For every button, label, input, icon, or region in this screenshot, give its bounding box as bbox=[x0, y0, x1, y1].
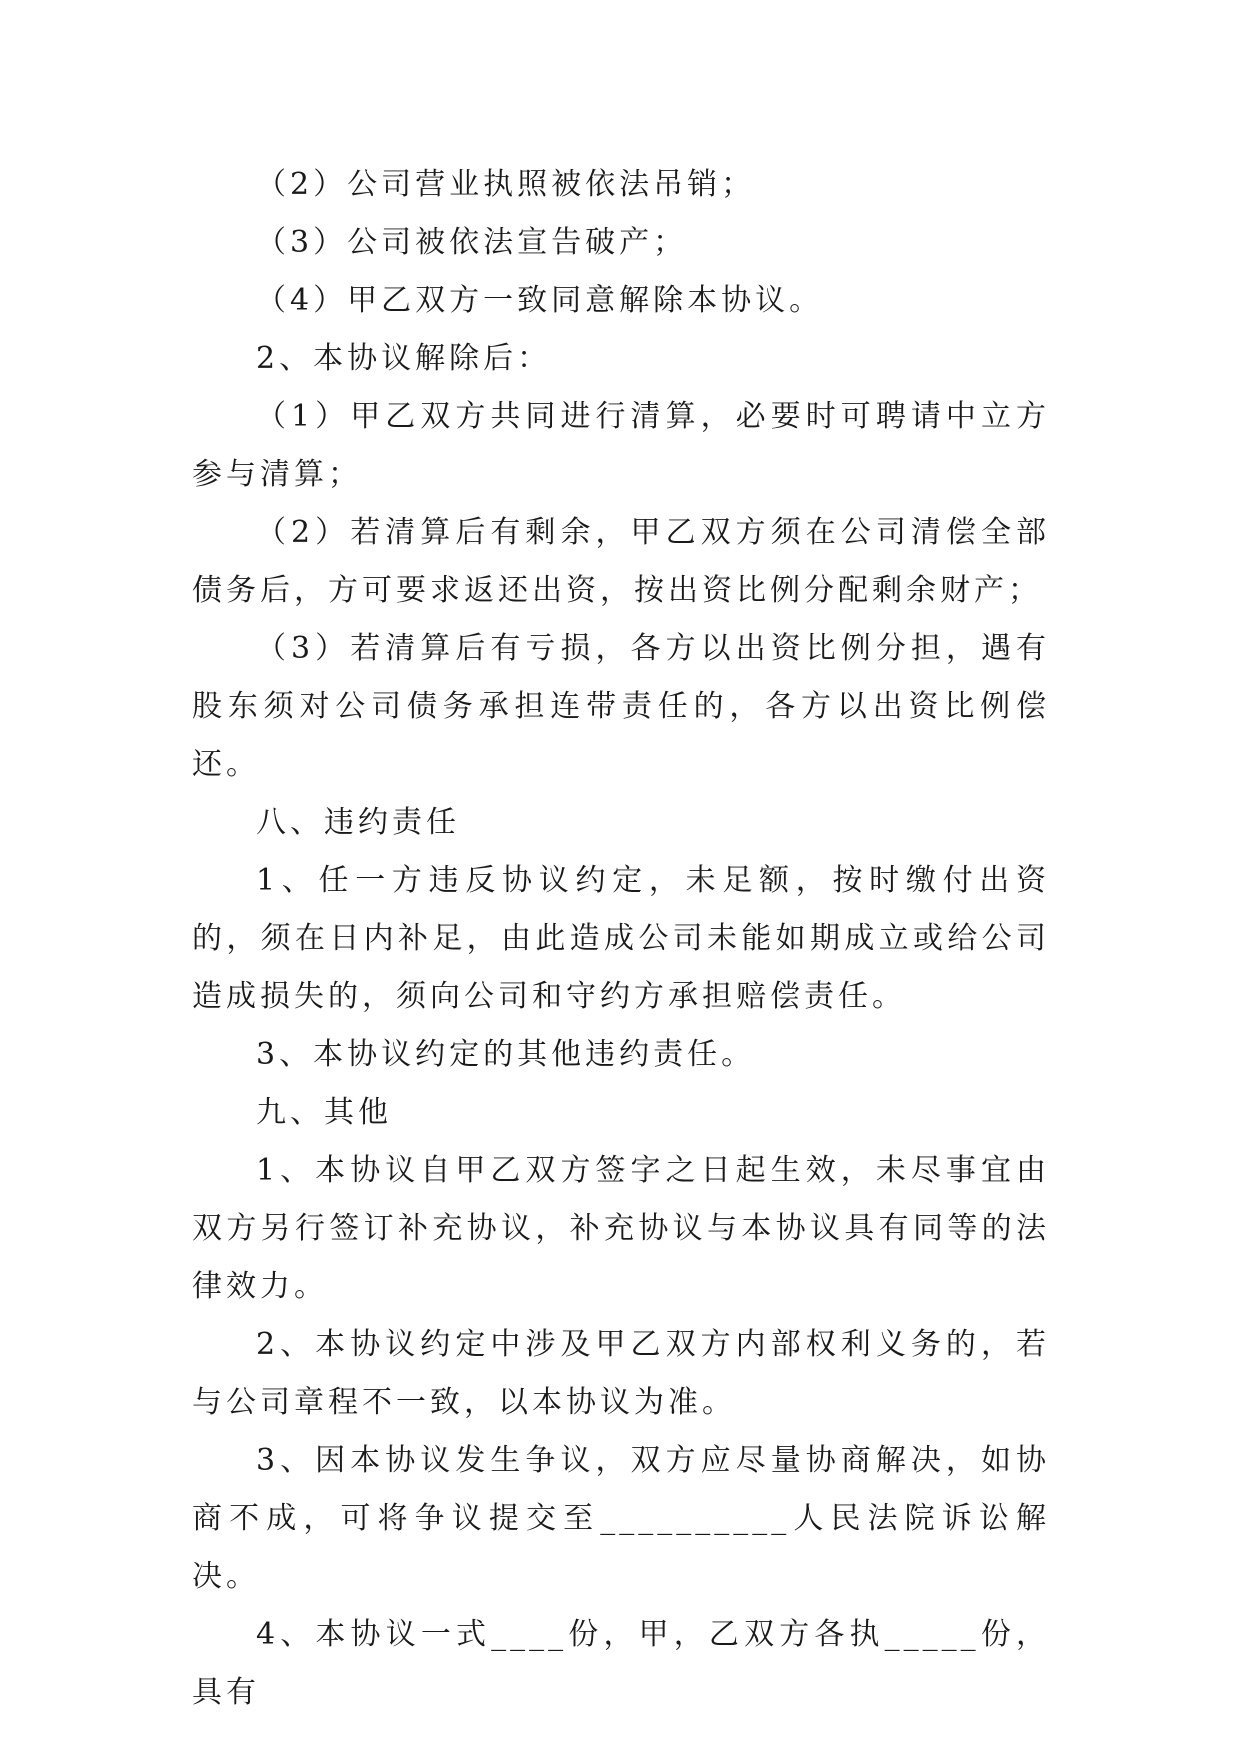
section-heading-breach: 八、违约责任 bbox=[256, 805, 460, 840]
paragraph-liquidation-2: （2）若清算后有剩余，甲乙双方须在公司清偿全部债务后，方可要求返还出资，按出资比例分配剩余财产； bbox=[192, 515, 1050, 608]
paragraph-other-2: 2、本协议约定中涉及甲乙双方内部权利义务的，若与公司章程不一致，以本协议为准。 bbox=[192, 1327, 1050, 1420]
paragraph-breach-3: 3、本协议约定的其他违约责任。 bbox=[256, 1037, 756, 1072]
section-heading-other: 九、其他 bbox=[256, 1095, 392, 1130]
paragraph-liquidation-3: （3）若清算后有亏损，各方以出资比例分担，遇有股东须对公司债务承担连带责任的，各方以出资比例偿还。 bbox=[192, 631, 1050, 782]
paragraph-other-3: 3、因本协议发生争议，双方应尽量协商解决，如协商不成，可将争议提交至__________人民法院诉讼解决。 bbox=[192, 1443, 1050, 1594]
paragraph-termination-condition-2: （2）公司营业执照被依法吊销； bbox=[256, 167, 756, 202]
paragraph-other-1: 1、本协议自甲乙双方签字之日起生效，未尽事宜由双方另行签订补充协议，补充协议与本协议具有同等的法律效力。 bbox=[192, 1153, 1050, 1304]
paragraph-after-termination: 2、本协议解除后： bbox=[256, 341, 552, 376]
paragraph-other-4: 4、本协议一式____份，甲，乙双方各执_____份，具有 bbox=[192, 1617, 1050, 1710]
paragraph-liquidation-1: （1）甲乙双方共同进行清算，必要时可聘请中立方参与清算； bbox=[192, 399, 1050, 492]
paragraph-termination-condition-3: （3）公司被依法宣告破产； bbox=[256, 225, 688, 260]
document-body bbox=[192, 156, 1050, 1722]
paragraph-termination-condition-4: （4）甲乙双方一致同意解除本协议。 bbox=[256, 283, 824, 318]
paragraph-breach-1: 1、任一方违反协议约定，未足额，按时缴付出资的，须在日内补足，由此造成公司未能如期成立或给公司造成损失的，须向公司和守约方承担赔偿责任。 bbox=[192, 863, 1050, 1014]
